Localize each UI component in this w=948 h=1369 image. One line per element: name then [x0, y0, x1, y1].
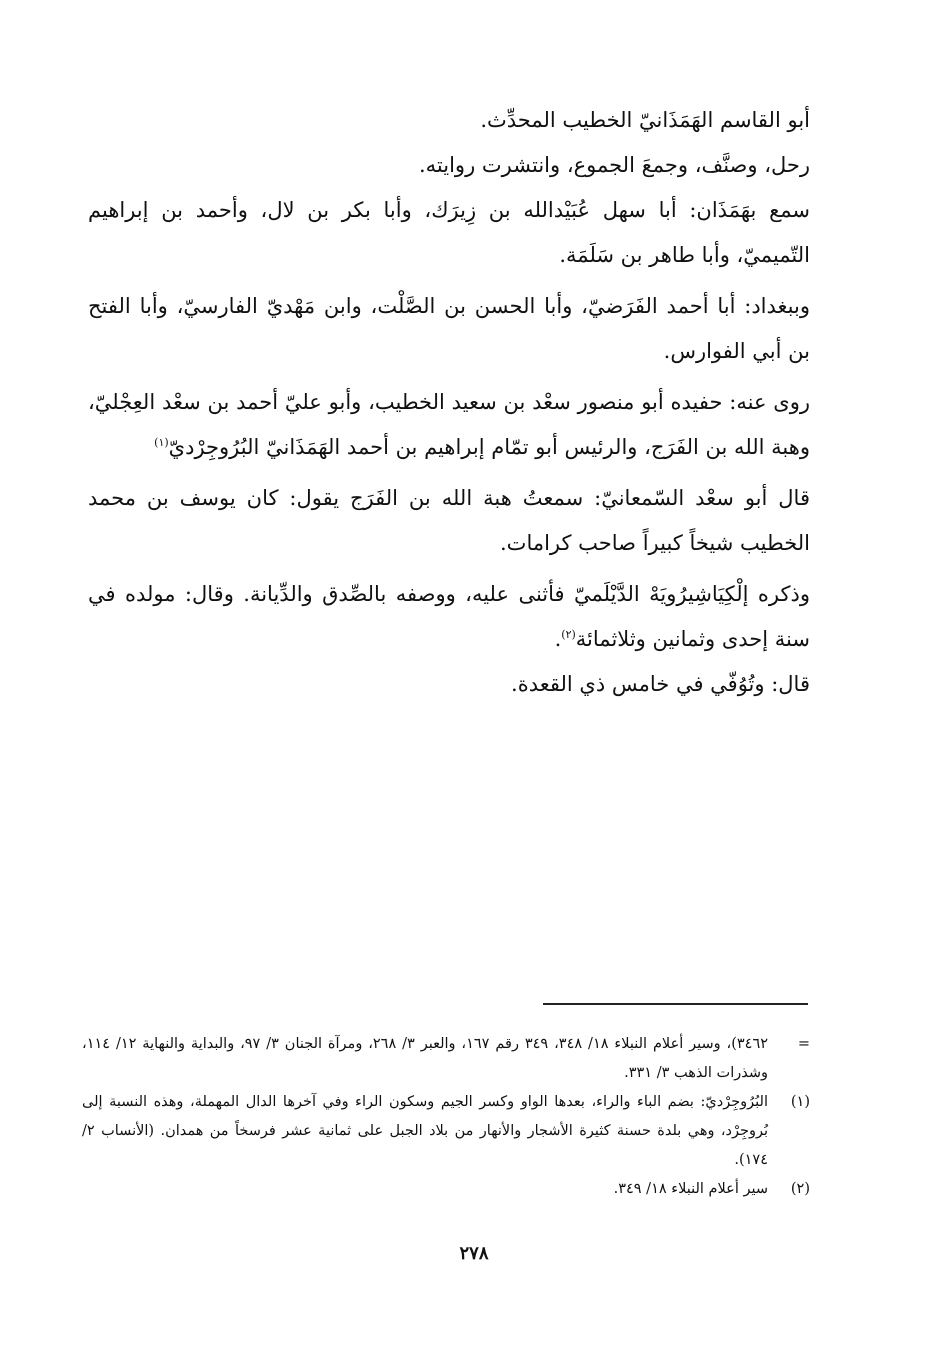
death-paragraph: قال: وتُوُفّي في خامس ذي القعدة. [511, 672, 810, 696]
footnote-marker: = [797, 1036, 810, 1052]
kiyashiruyah-paragraph [88, 572, 810, 662]
footnote-text: البُرُوجِرْديّ: بضم الباء والراء، بعدها الواو وكسر الجيم وسكون الراء وفي آخرها الدال المهملة، وهذه النسبة إلى بُروجِرْد، وهي بلدة حسنة كثيرة الأشجار والأنهار من بلاد الجبل على ثمانية عشر فرسخاً من همدان. (الأنساب ٢/ ١٧٤). [82, 1094, 768, 1168]
kiyashiruyah-end: . [554, 627, 562, 651]
footnote-marker: (١) [790, 1094, 810, 1110]
footnote-ref-2: (٢) [561, 628, 576, 641]
travels-paragraph: رحل، وصنَّف، وجمعَ الجموع، وانتشرت روايته. [418, 153, 810, 177]
biography-entry [88, 98, 810, 707]
kiyashiruyah-text: وذكره إلْكِيَاشِيرُويَهْ الدَّيْلَميّ فأثنى عليه، ووصفه بالصِّدق والدِّيانة. وقال: مولده في سنة إحدى وثمانين وثلاثمائة [88, 582, 810, 651]
footnote-separator [543, 1003, 808, 1005]
footnote-marker: (٢) [790, 1181, 810, 1197]
page-number: ٢٧٨ [459, 1243, 489, 1264]
footnote-ref-1: (١) [154, 436, 169, 449]
footnote-text: سير أعلام النبلاء ١٨/ ٣٤٩. [613, 1181, 768, 1197]
footnotes-section [82, 1030, 810, 1204]
samani-quote-paragraph: قال أبو سعْد السّمعانيّ: سمعتُ هبة الله بن الفَرَج يقول: كان يوسف بن محمد الخطيب شيخاً كبيراً صاحب كرامات. [88, 486, 810, 555]
teachers-hamadhan-paragraph: سمع بهَمَذَان: أبا سهل عُبَيْدالله بن زِيرَك، وأبا بكر بن لال، وأحمد بن إبراهيم التّميميّ، وأبا طاهر بن سَلَمَة. [88, 198, 810, 267]
footnote-continuation [82, 1030, 810, 1088]
students-paragraph [88, 380, 810, 470]
footnote-2 [82, 1175, 810, 1204]
subject-name-paragraph: أبو القاسم الهَمَذَانيّ الخطيب المحدِّث. [480, 108, 810, 132]
teachers-baghdad-paragraph: وببغداد: أبا أحمد الفَرَضيّ، وأبا الحسن بن الصَّلْت، وابن مَهْديّ الفارسيّ، وأبا الفتح بن أبي الفوارس. [88, 294, 810, 363]
footnote-1 [82, 1088, 810, 1175]
footnote-text: ٣٤٦٢)، وسير أعلام النبلاء ١٨/ ٣٤٨، ٣٤٩ رقم ١٦٧، والعبر ٣/ ٢٦٨، ومرآة الجنان ٣/ ٩٧، والبداية والنهاية ١٢/ ١١٤، وشذرات الذهب ٣/ ٣٣١. [82, 1036, 769, 1081]
students-text: روى عنه: حفيده أبو منصور سعْد بن سعيد الخطيب، وأبو عليّ أحمد بن سعْد العِجْليّ، وهبة الله بن الفَرَج، والرئيس أبو تمّام إبراهيم بن أحمد الهَمَذَانيّ البُرُوجِرْديّ [88, 390, 810, 459]
